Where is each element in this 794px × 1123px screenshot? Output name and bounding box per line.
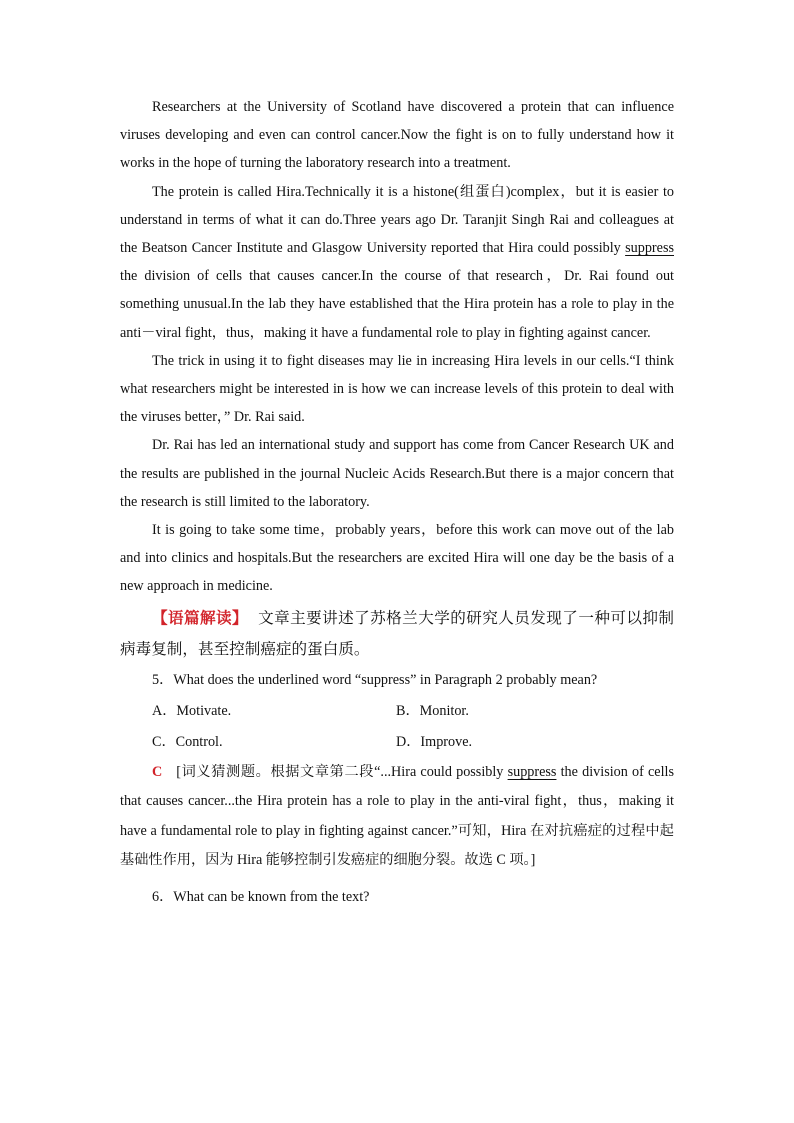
analysis-tag: 【语篇解读】 [152,609,249,627]
analysis-text: 文章主要讲述了苏格兰大学的研究人员发现了一种可以抑制病毒复制，甚至控制癌症的蛋白质。 [120,609,674,658]
question-stem: What does the underlined word “suppress” in Paragraph 2 probably mean? [173,671,598,688]
question-5 [120,665,674,696]
paragraph-text: Dr. Rai has led an international study and support has come from Cancer Research UK and the results are published in the journal Nucleic Acids Research.But there is a major concern that the research is still limited to the laboratory. [120,437,674,510]
question-6 [120,882,674,913]
document-page [120,93,674,913]
paragraph-text: It is going to take some time，probably years，before this work can move out of the lab and into clinics and hospitals.But the researchers are excited Hira will one day be the basis of a new approach in medicine. [120,522,674,595]
option-b: B．Monitor. [396,702,469,719]
explanation-text: [词义猜测题。根据文章第二段“...Hira could possibly [176,763,508,780]
underlined-word: suppress [625,240,674,257]
question-number: 6． [152,888,174,905]
passage-paragraph-4 [120,431,674,516]
question-number: 5． [152,671,174,688]
question-5-options [120,696,674,758]
passage-paragraph-2 [120,178,674,347]
passage-analysis [120,603,674,665]
passage-paragraph-1 [120,93,674,178]
option-c: C．Control. [152,733,223,750]
explanation-text: the division of cells that causes cancer...the Hira protein has a role to play in the anti-viral fight，thus，making it have a fundamental role to play in fighting against cancer.”可知，Hira 在对抗癌症的过程中起基础性作用，因为 Hira 能够控制引发癌症的细胞分裂。故选 C 项。] [120,763,674,869]
question-5-explanation [120,758,674,876]
answer-letter: C [152,763,163,780]
passage-paragraph-5 [120,516,674,601]
paragraph-text: Researchers at the University of Scotland have discovered a protein that can influence viruses developing and even can control cancer.Now the fight is on to fully understand how it works in the hope of turning the laboratory research into a treatment. [120,99,674,172]
paragraph-text: The trick in using it to fight diseases may lie in increasing Hira levels in our cells.“I think what researchers might be interested in is how we can increase levels of this protein to deal with the viruses better，” Dr. Rai said. [120,352,674,426]
option-a: A．Motivate. [152,702,232,719]
passage-paragraph-3 [120,347,674,432]
paragraph-text: The protein is called Hira.Technically it is a histone(组蛋白)complex，but it is easier to understand in terms of what it can do.Three years ago Dr. Taranjit Singh Rai and colleagues at the Beatson Cancer Institute and Glasgow University reported that Hira could possibly [120,183,674,257]
paragraph-text: the division of cells that causes cancer.In the course of that research，Dr. Rai found out something unusual.In the lab they have established that the Hira protein has a role to play in the anti－viral fight，thus，making it have a fundamental role to play in fighting against cancer. [120,268,674,341]
question-stem: What can be known from the text? [173,888,370,905]
underlined-word: suppress [507,763,557,780]
option-d: D．Improve. [396,733,473,750]
